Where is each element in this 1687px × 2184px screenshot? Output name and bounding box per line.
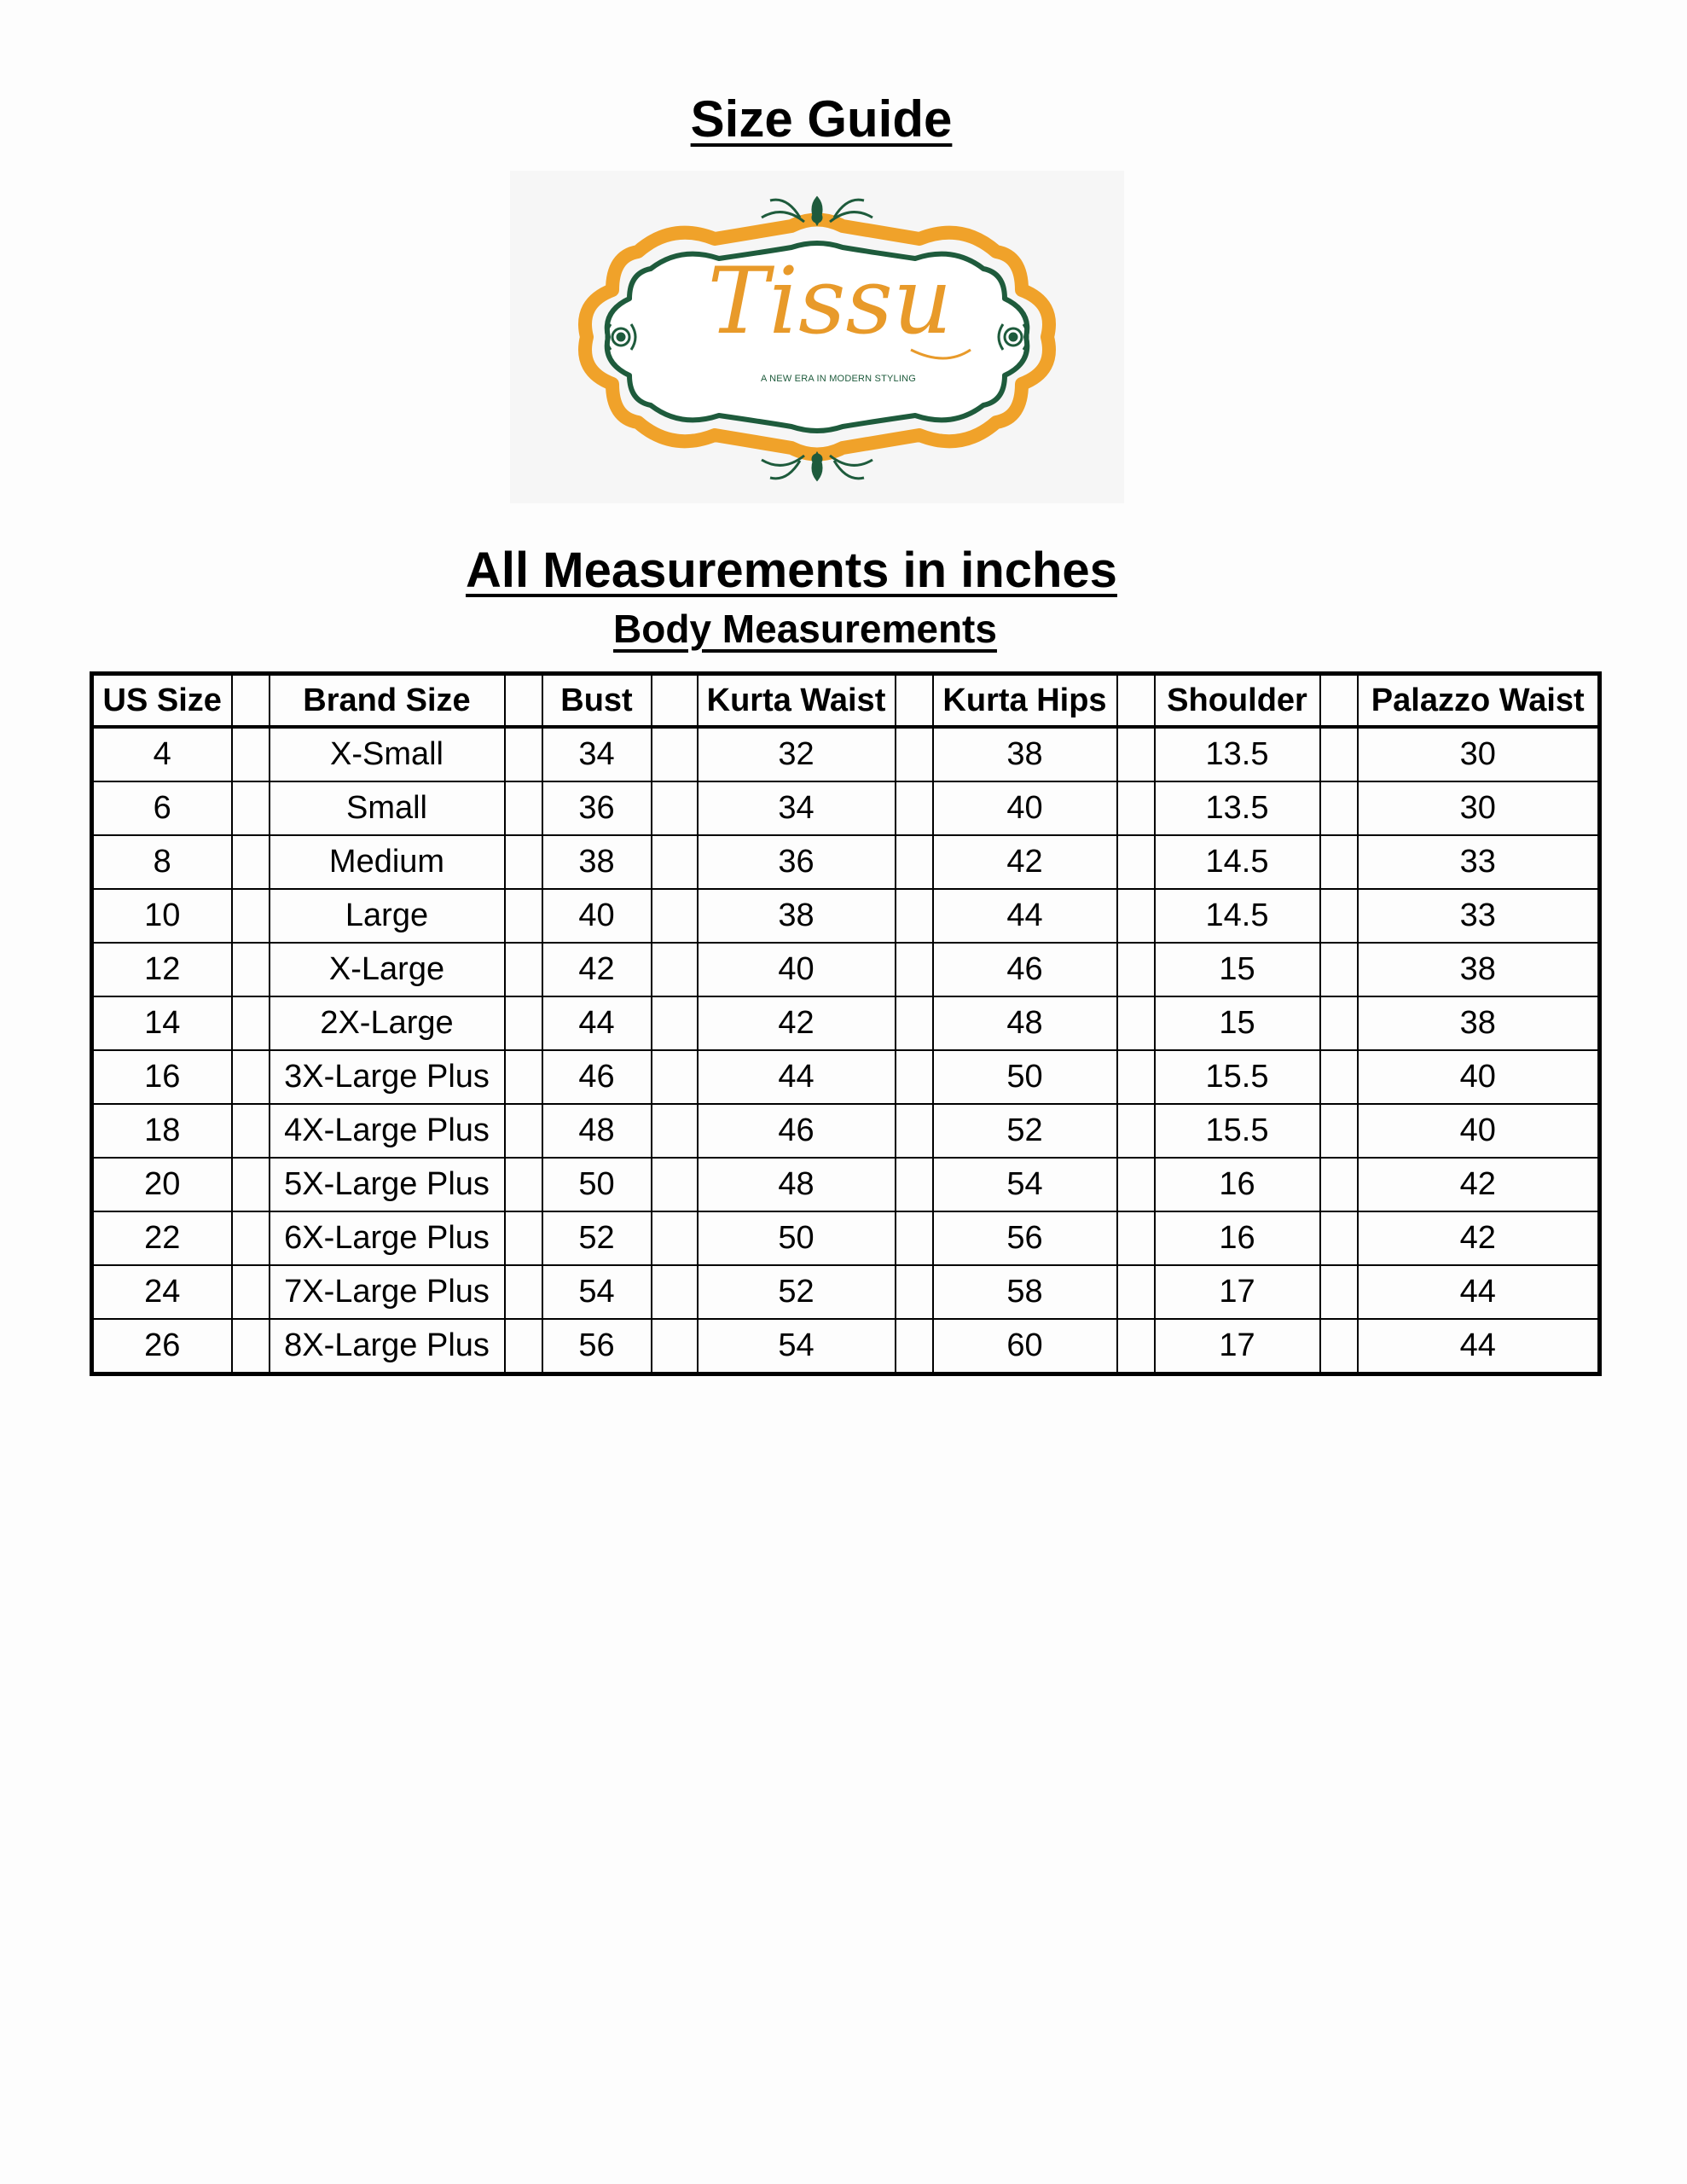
cell-bust: 36 — [542, 781, 652, 835]
cell-brand-size: 4X-Large Plus — [270, 1104, 505, 1158]
spacer-cell — [1320, 1158, 1358, 1211]
cell-kurta-hips: 38 — [933, 727, 1117, 781]
spacer-cell — [1117, 1158, 1155, 1211]
cell-us-size: 4 — [92, 727, 232, 781]
table-row — [92, 889, 1600, 943]
spacer-cell — [652, 1050, 698, 1104]
table-header-row — [92, 674, 1600, 728]
spacer-cell — [1117, 1319, 1155, 1374]
cell-palazzo-waist: 44 — [1358, 1319, 1600, 1374]
cell-kurta-hips: 42 — [933, 835, 1117, 889]
spacer-cell — [652, 781, 698, 835]
table-row — [92, 1104, 1600, 1158]
cell-kurta-waist: 40 — [698, 943, 896, 996]
spacer-cell — [505, 674, 542, 728]
spacer-cell — [1117, 889, 1155, 943]
brand-logo — [510, 171, 1124, 503]
spacer-cell — [505, 727, 542, 781]
cell-kurta-hips: 46 — [933, 943, 1117, 996]
cell-us-size: 14 — [92, 996, 232, 1050]
spacer-cell — [232, 835, 270, 889]
column-header-kurta-waist: Kurta Waist — [698, 674, 896, 728]
spacer-cell — [652, 727, 698, 781]
cell-shoulder: 15.5 — [1155, 1104, 1320, 1158]
cell-shoulder: 14.5 — [1155, 889, 1320, 943]
cell-brand-size: X-Small — [270, 727, 505, 781]
spacer-cell — [505, 1319, 542, 1374]
cell-kurta-waist: 44 — [698, 1050, 896, 1104]
spacer-cell — [232, 943, 270, 996]
spacer-cell — [896, 1211, 933, 1265]
spacer-cell — [1320, 727, 1358, 781]
cell-kurta-hips: 52 — [933, 1104, 1117, 1158]
cell-bust: 52 — [542, 1211, 652, 1265]
cell-palazzo-waist: 33 — [1358, 889, 1600, 943]
cell-us-size: 10 — [92, 889, 232, 943]
spacer-cell — [896, 835, 933, 889]
spacer-cell — [232, 674, 270, 728]
cell-kurta-hips: 48 — [933, 996, 1117, 1050]
spacer-cell — [232, 1158, 270, 1211]
spacer-cell — [232, 781, 270, 835]
cell-palazzo-waist: 30 — [1358, 727, 1600, 781]
spacer-cell — [505, 1050, 542, 1104]
cell-kurta-hips: 56 — [933, 1211, 1117, 1265]
cell-bust: 50 — [542, 1158, 652, 1211]
cell-bust: 40 — [542, 889, 652, 943]
cell-brand-size: 3X-Large Plus — [270, 1050, 505, 1104]
column-header-us-size: US Size — [92, 674, 232, 728]
table-row — [92, 835, 1600, 889]
spacer-cell — [1117, 996, 1155, 1050]
cell-us-size: 22 — [92, 1211, 232, 1265]
table-row — [92, 1211, 1600, 1265]
spacer-cell — [652, 1104, 698, 1158]
cell-shoulder: 15 — [1155, 996, 1320, 1050]
spacer-cell — [896, 1265, 933, 1319]
table-row — [92, 781, 1600, 835]
table-row — [92, 1319, 1600, 1374]
spacer-cell — [652, 1158, 698, 1211]
column-header-kurta-hips: Kurta Hips — [933, 674, 1117, 728]
cell-kurta-waist: 46 — [698, 1104, 896, 1158]
cell-brand-size: 2X-Large — [270, 996, 505, 1050]
spacer-cell — [1320, 781, 1358, 835]
spacer-cell — [505, 1158, 542, 1211]
cell-brand-size: 8X-Large Plus — [270, 1319, 505, 1374]
table-body — [92, 727, 1600, 1374]
spacer-cell — [1320, 1211, 1358, 1265]
cell-palazzo-waist: 42 — [1358, 1211, 1600, 1265]
spacer-cell — [652, 835, 698, 889]
spacer-cell — [896, 1319, 933, 1374]
spacer-cell — [232, 727, 270, 781]
cell-us-size: 26 — [92, 1319, 232, 1374]
cell-us-size: 12 — [92, 943, 232, 996]
spacer-cell — [505, 943, 542, 996]
spacer-cell — [652, 674, 698, 728]
cell-kurta-waist: 38 — [698, 889, 896, 943]
cell-us-size: 18 — [92, 1104, 232, 1158]
cell-shoulder: 13.5 — [1155, 781, 1320, 835]
column-header-brand-size: Brand Size — [270, 674, 505, 728]
cell-brand-size: Small — [270, 781, 505, 835]
table-row — [92, 727, 1600, 781]
logo-tagline: A NEW ERA IN MODERN STYLING — [760, 374, 917, 384]
cell-bust: 56 — [542, 1319, 652, 1374]
spacer-cell — [652, 1319, 698, 1374]
spacer-cell — [1320, 996, 1358, 1050]
cell-kurta-waist: 52 — [698, 1265, 896, 1319]
cell-kurta-waist: 50 — [698, 1211, 896, 1265]
cell-bust: 44 — [542, 996, 652, 1050]
spacer-cell — [896, 781, 933, 835]
cell-brand-size: 6X-Large Plus — [270, 1211, 505, 1265]
spacer-cell — [896, 1158, 933, 1211]
spacer-cell — [1320, 1050, 1358, 1104]
cell-shoulder: 15.5 — [1155, 1050, 1320, 1104]
cell-kurta-hips: 58 — [933, 1265, 1117, 1319]
spacer-cell — [1117, 781, 1155, 835]
cell-shoulder: 16 — [1155, 1211, 1320, 1265]
spacer-cell — [1117, 943, 1155, 996]
spacer-cell — [505, 781, 542, 835]
cell-shoulder: 13.5 — [1155, 727, 1320, 781]
table-row — [92, 1050, 1600, 1104]
cell-palazzo-waist: 38 — [1358, 996, 1600, 1050]
table-row — [92, 1158, 1600, 1211]
cell-bust: 54 — [542, 1265, 652, 1319]
cell-brand-size: 7X-Large Plus — [270, 1265, 505, 1319]
cell-kurta-hips: 44 — [933, 889, 1117, 943]
cell-kurta-waist: 48 — [698, 1158, 896, 1211]
spacer-cell — [505, 1265, 542, 1319]
cell-palazzo-waist: 44 — [1358, 1265, 1600, 1319]
spacer-cell — [1117, 835, 1155, 889]
spacer-cell — [232, 1265, 270, 1319]
cell-brand-size: X-Large — [270, 943, 505, 996]
spacer-cell — [896, 727, 933, 781]
spacer-cell — [232, 996, 270, 1050]
spacer-cell — [652, 1265, 698, 1319]
spacer-cell — [652, 1211, 698, 1265]
spacer-cell — [1117, 1211, 1155, 1265]
spacer-cell — [896, 1104, 933, 1158]
spacer-cell — [505, 835, 542, 889]
spacer-cell — [1117, 1265, 1155, 1319]
cell-shoulder: 17 — [1155, 1265, 1320, 1319]
cell-kurta-hips: 40 — [933, 781, 1117, 835]
spacer-cell — [896, 943, 933, 996]
spacer-cell — [232, 1050, 270, 1104]
cell-bust: 34 — [542, 727, 652, 781]
cell-palazzo-waist: 40 — [1358, 1104, 1600, 1158]
table-row — [92, 996, 1600, 1050]
cell-kurta-waist: 42 — [698, 996, 896, 1050]
spacer-cell — [505, 889, 542, 943]
spacer-cell — [1320, 889, 1358, 943]
cell-palazzo-waist: 33 — [1358, 835, 1600, 889]
measurements-unit-heading: All Measurements in inches — [466, 543, 1117, 598]
cell-brand-size: Medium — [270, 835, 505, 889]
spacer-cell — [1320, 1319, 1358, 1374]
cell-palazzo-waist: 38 — [1358, 943, 1600, 996]
spacer-cell — [896, 996, 933, 1050]
cell-bust: 38 — [542, 835, 652, 889]
cell-palazzo-waist: 42 — [1358, 1158, 1600, 1211]
table-row — [92, 943, 1600, 996]
cell-us-size: 16 — [92, 1050, 232, 1104]
cell-palazzo-waist: 40 — [1358, 1050, 1600, 1104]
cell-us-size: 24 — [92, 1265, 232, 1319]
spacer-cell — [1320, 1265, 1358, 1319]
cell-bust: 42 — [542, 943, 652, 996]
cell-kurta-hips: 54 — [933, 1158, 1117, 1211]
spacer-cell — [1320, 1104, 1358, 1158]
spacer-cell — [652, 889, 698, 943]
spacer-cell — [1320, 674, 1358, 728]
spacer-cell — [652, 996, 698, 1050]
cell-us-size: 8 — [92, 835, 232, 889]
cell-shoulder: 14.5 — [1155, 835, 1320, 889]
column-header-bust: Bust — [542, 674, 652, 728]
cell-palazzo-waist: 30 — [1358, 781, 1600, 835]
spacer-cell — [1117, 1104, 1155, 1158]
spacer-cell — [232, 1319, 270, 1374]
logo-wordmark: Tissu — [707, 248, 953, 355]
spacer-cell — [1117, 674, 1155, 728]
column-header-palazzo-waist: Palazzo Waist — [1358, 674, 1600, 728]
spacer-cell — [505, 996, 542, 1050]
spacer-cell — [232, 1104, 270, 1158]
column-header-shoulder: Shoulder — [1155, 674, 1320, 728]
spacer-cell — [232, 1211, 270, 1265]
spacer-cell — [505, 1211, 542, 1265]
spacer-cell — [1117, 727, 1155, 781]
spacer-cell — [1320, 835, 1358, 889]
spacer-cell — [896, 674, 933, 728]
cell-shoulder: 17 — [1155, 1319, 1320, 1374]
cell-bust: 48 — [542, 1104, 652, 1158]
body-measurements-heading: Body Measurements — [613, 607, 997, 651]
cell-shoulder: 16 — [1155, 1158, 1320, 1211]
cell-shoulder: 15 — [1155, 943, 1320, 996]
cell-us-size: 20 — [92, 1158, 232, 1211]
cell-kurta-waist: 34 — [698, 781, 896, 835]
cell-kurta-hips: 60 — [933, 1319, 1117, 1374]
spacer-cell — [652, 943, 698, 996]
spacer-cell — [232, 889, 270, 943]
cell-brand-size: Large — [270, 889, 505, 943]
spacer-cell — [896, 889, 933, 943]
cell-kurta-hips: 50 — [933, 1050, 1117, 1104]
spacer-cell — [1117, 1050, 1155, 1104]
spacer-cell — [1320, 943, 1358, 996]
cell-kurta-waist: 32 — [698, 727, 896, 781]
cell-us-size: 6 — [92, 781, 232, 835]
table-row — [92, 1265, 1600, 1319]
cell-bust: 46 — [542, 1050, 652, 1104]
cell-kurta-waist: 54 — [698, 1319, 896, 1374]
spacer-cell — [505, 1104, 542, 1158]
cell-kurta-waist: 36 — [698, 835, 896, 889]
page-title: Size Guide — [690, 90, 953, 148]
cell-brand-size: 5X-Large Plus — [270, 1158, 505, 1211]
spacer-cell — [896, 1050, 933, 1104]
size-table — [90, 671, 1602, 1376]
